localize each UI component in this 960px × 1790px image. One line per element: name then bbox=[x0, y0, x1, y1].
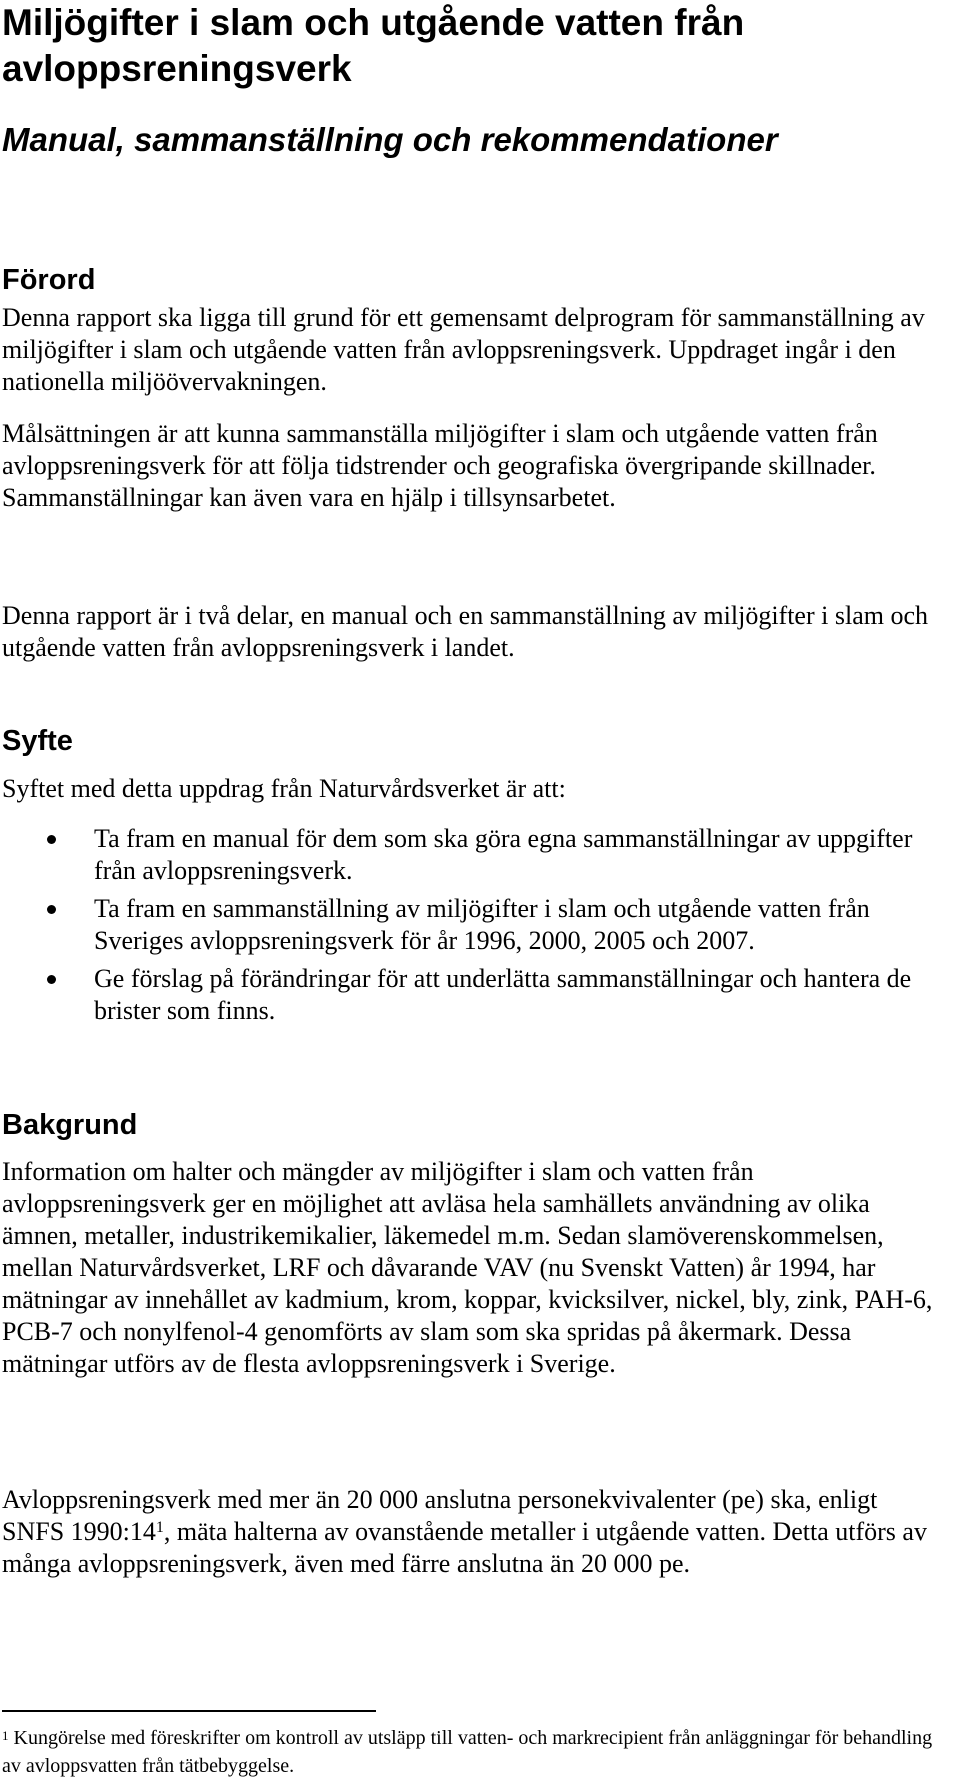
heading-syfte: Syfte bbox=[2, 725, 73, 757]
bullet-text: Ge förslag på förändringar för att underlätta sammanställningar och hantera de brister som finns. bbox=[94, 964, 912, 1025]
footnote-separator bbox=[2, 1710, 376, 1712]
heading-forord: Förord bbox=[2, 264, 96, 296]
bullet-icon bbox=[47, 835, 56, 844]
bullet-text: Ta fram en sammanställning av miljögifter i slam och utgående vatten från Sveriges avloppsreningsverk för år 1996, 2000, 2005 och 2007. bbox=[94, 894, 870, 955]
document-subtitle: Manual, sammanställning och rekommendationer bbox=[2, 121, 778, 158]
syfte-intro: Syftet med detta uppdrag från Naturvårdsverket är att: bbox=[2, 774, 566, 803]
syfte-bullet-list bbox=[0, 823, 960, 1033]
bullet-text: Ta fram en manual för dem som ska göra egna sammanställningar av uppgifter från avloppsreningsverk. bbox=[94, 824, 913, 885]
bakgrund-paragraph-1: Information om halter och mängder av miljögifter i slam och vatten från avloppsreningsverk ger en möjlighet att avläsa hela samhällets användning av olika ämnen, metaller, industrikemikalier, läkemedel m.m. Sedan slamöverenskommelsen, mellan Naturvårdsverket, LRF och dåvarande VAV (nu Svenskt Vatten) år 1994, har mätningar av innehållet av kadmium, krom, koppar, kvicksilver, nickel, bly, zink, PAH-6, PCB-7 och nonylfenol-4 genomförts av slam som ska spridas på åkermark. Dessa mätningar utförs av de flesta avloppsreningsverk i Sverige. bbox=[2, 1157, 933, 1378]
list-item bbox=[0, 963, 954, 1027]
bullet-icon bbox=[47, 975, 56, 984]
footnote-text: Kungörelse med föreskrifter om kontroll av utsläpp till vatten- och markrecipient från anläggningar för behandling av avloppsvatten från tätbebyggelse. bbox=[2, 1727, 933, 1777]
forord-paragraph-2: Målsättningen är att kunna sammanställa miljögifter i slam och utgående vatten från avloppsreningsverk för att följa tidstrender och geografiska övergripande skillnader. Sammanställningar kan även vara en hjälp i tillsynsarbetet. bbox=[2, 419, 878, 512]
footnote-number: 1 bbox=[2, 1728, 9, 1743]
document-title: Miljögifter i slam och utgående vatten från avloppsreningsverk bbox=[2, 2, 745, 89]
forord-paragraph-1: Denna rapport ska ligga till grund för ett gemensamt delprogram för sammanställning av miljögifter i slam och utgående vatten från avloppsreningsverk. Uppdraget ingår i den nationella miljöövervakningen. bbox=[2, 303, 925, 396]
bakgrund-paragraph-2-text: Avloppsreningsverk med mer än 20 000 anslutna personekvivalenter (pe) ska, enligt SNFS 1990:14 bbox=[2, 1485, 878, 1546]
bakgrund-paragraph-2-rest: , mäta halterna av ovanstående metaller i utgående vatten. Detta utförs av många avloppsreningsverk, även med färre anslutna än 20 000 pe. bbox=[2, 1517, 927, 1578]
list-item bbox=[0, 823, 954, 887]
bakgrund-paragraph-2 bbox=[2, 1484, 942, 1580]
forord-paragraph-3: Denna rapport är i två delar, en manual och en sammanställning av miljögifter i slam och utgående vatten från avloppsreningsverk i landet. bbox=[2, 601, 928, 662]
footnote bbox=[2, 1724, 942, 1780]
footnote-reference: 1 bbox=[155, 1519, 164, 1536]
list-item bbox=[0, 893, 954, 957]
bullet-icon bbox=[47, 905, 56, 914]
heading-bakgrund: Bakgrund bbox=[2, 1109, 138, 1141]
